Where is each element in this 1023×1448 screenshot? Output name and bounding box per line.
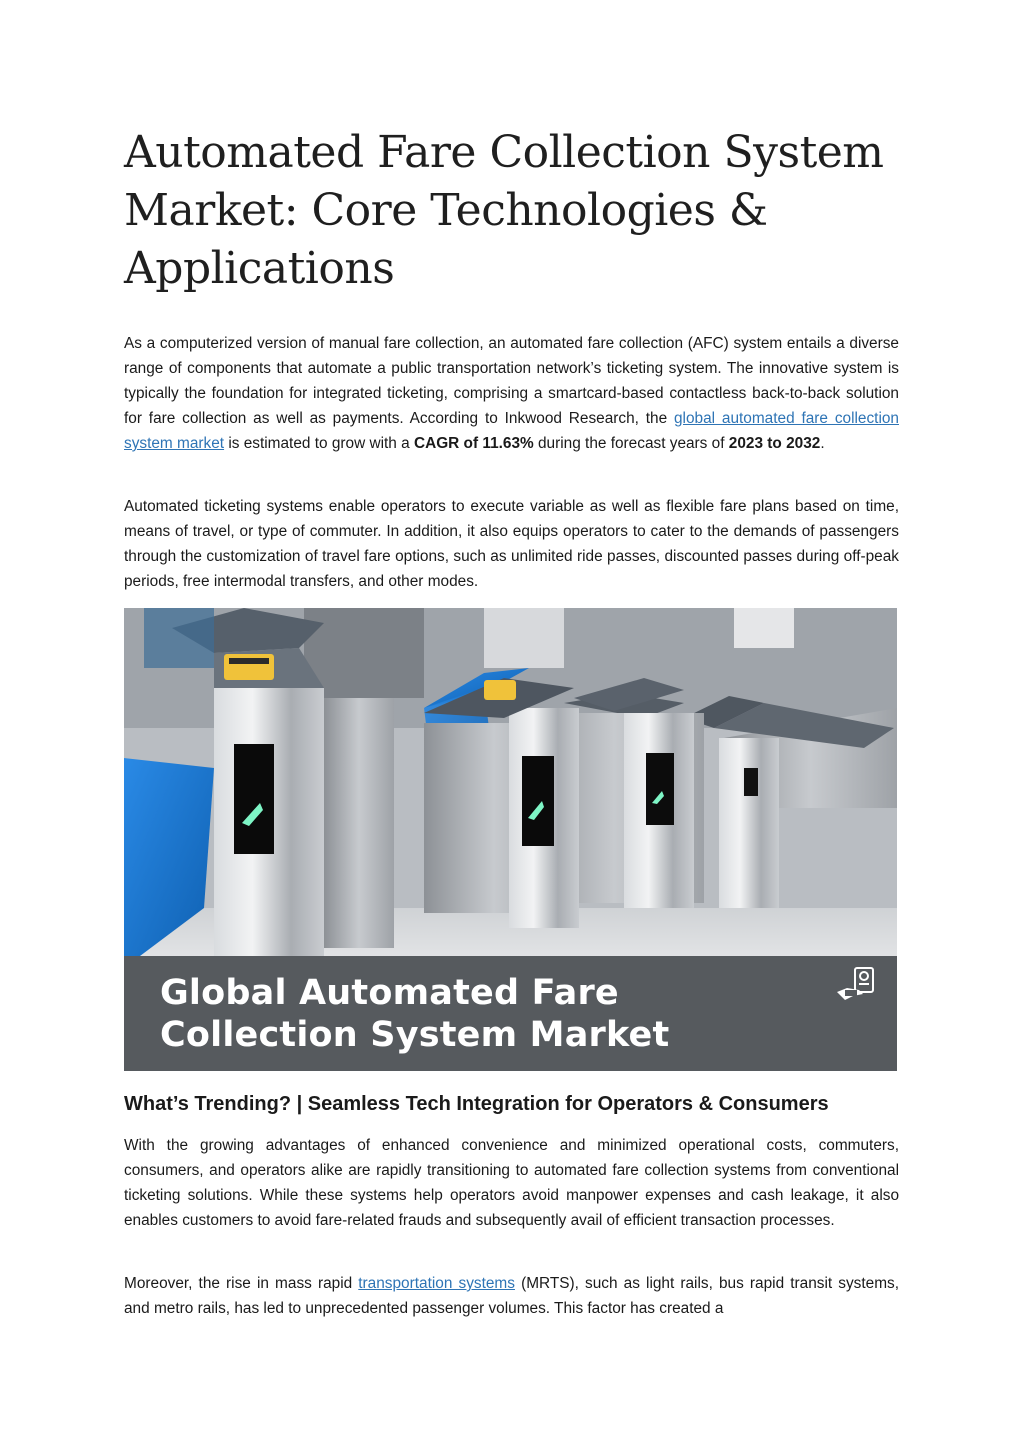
trend-text: Moreover, the rise in mass rapid (124, 1275, 359, 1292)
section-heading: What’s Trending? | Seamless Tech Integration for Operators & Consumers (124, 1093, 829, 1115)
transportation-systems-link[interactable]: transportation systems (358, 1275, 515, 1292)
market-report-link[interactable]: global automated fare collection system market (124, 410, 899, 452)
trend-text-continued: (MRTS), such as light rails, bus rapid transit systems, and metro rails, has led to unprecedented passenger volumes. This factor has created a (124, 1275, 899, 1317)
forecast-years: 2023 to 2032 (728, 435, 821, 452)
cagr-value: CAGR of 11.63% (413, 435, 534, 452)
ticket-card-hand-icon (833, 966, 883, 1006)
page-title: Automated Fare Collection System Market: Core Technologies & Applications (124, 127, 884, 294)
banner-title-line-1: Global Automated Fare (160, 973, 619, 1013)
intro-text-end: . (820, 435, 825, 452)
intro-text-forecast: during the forecast years of (533, 435, 729, 452)
trend-paragraph-1: With the growing advantages of enhanced convenience and minimized operational costs, commuters, consumers, and operators alike are rapidly transitioning to automated fare collection systems from conventional ticketing solutions. While these systems help operators avoid manpower expenses and cash leakage, it also enables customers to avoid fare-related frauds and subsequently avail of efficient transaction processes. (124, 1137, 899, 1229)
hero-image (124, 608, 897, 1071)
intro-text-continued: is estimated to grow with a (224, 435, 414, 452)
intro-paragraph-2: Automated ticketing systems enable operators to execute variable as well as flexible fare plans based on time, means of travel, or type of commuter. In addition, it also equips operators to cater to the demands of passengers through the customization of travel fare options, such as unlimited ride passes, discounted passes during off-peak periods, free intermodal transfers, and other modes. (124, 498, 899, 590)
banner-title (160, 972, 780, 1056)
hero-banner (124, 956, 897, 1071)
banner-title-line-2: Collection System Market (160, 1015, 670, 1055)
intro-paragraph-1 (124, 331, 899, 456)
trend-paragraph-2 (124, 1271, 899, 1321)
intro-text: As a computerized version of manual fare collection, an automated fare collection (AFC) system entails a diverse range of components that automate a public transportation network’s ticketing system. The innovative system is typically the foundation for integrated ticketing, comprising a smartcard-based contactless back-to-back solution for fare collection as well as payments. According to Inkwood Research, the (124, 335, 899, 427)
